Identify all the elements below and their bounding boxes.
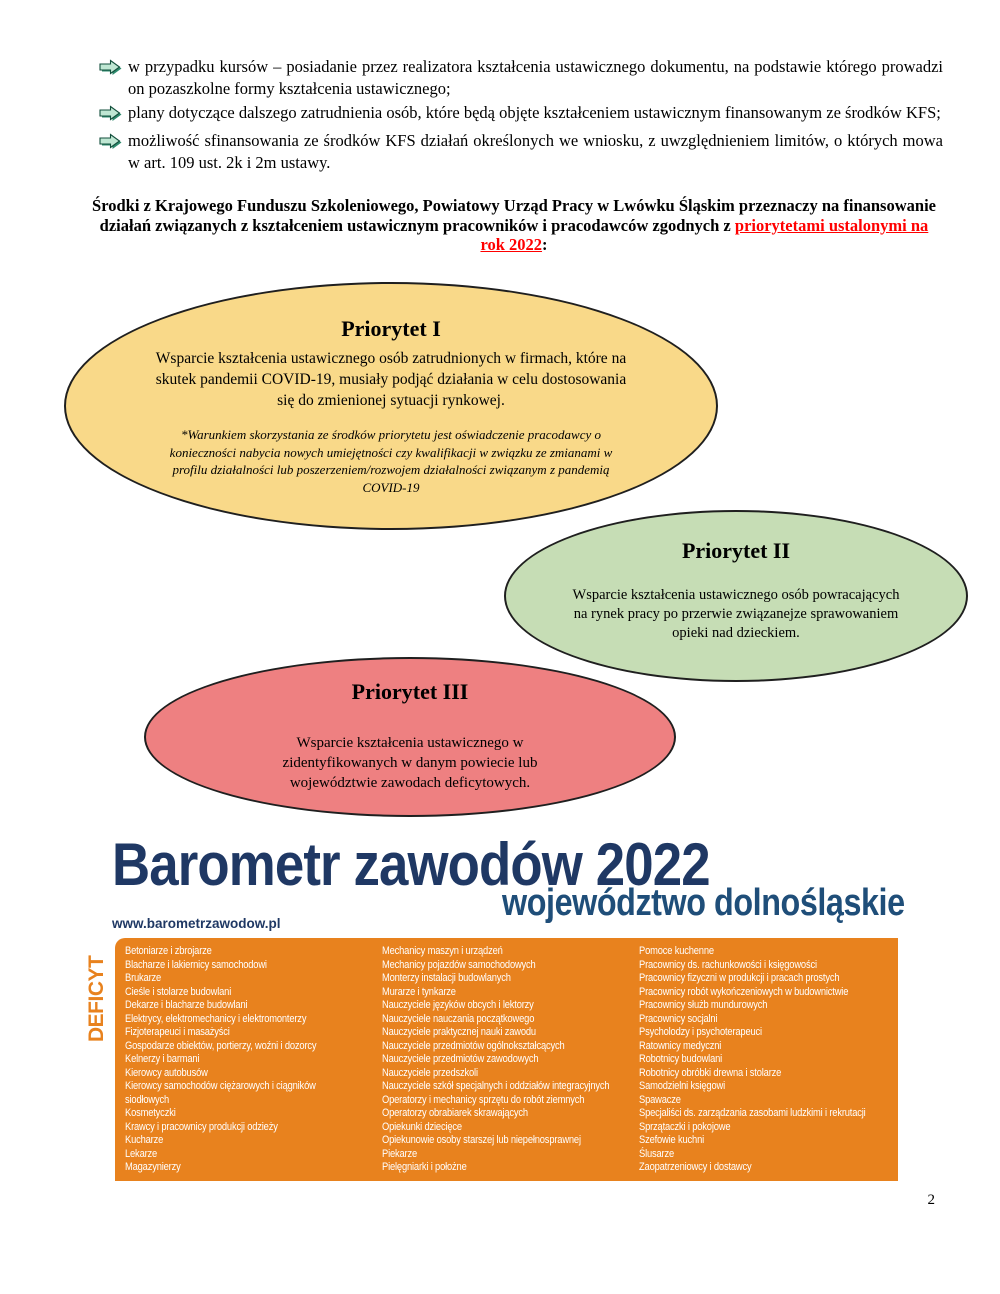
- job-item: Robotnicy budowlani: [639, 1053, 723, 1065]
- job-item: Kucharze: [125, 1134, 164, 1146]
- job-item: Betoniarze i zbrojarze: [125, 945, 212, 957]
- job-item: Opiekunowie osoby starszej lub niepełnosprawnej: [382, 1134, 581, 1146]
- job-item: Mechanicy maszyn i urządzeń: [382, 945, 503, 957]
- arrow-right-icon: [98, 133, 122, 155]
- job-item: Zaopatrzeniowcy i dostawcy: [639, 1161, 752, 1173]
- job-item: Operatorzy obrabiarek skrawających: [382, 1107, 528, 1119]
- bullet-text: w przypadku kursów – posiadanie przez realizatora kształcenia ustawicznego dokumentu, na podstawie którego prowadzi on pozaszkolne formy kształcenia ustawicznego;: [128, 57, 943, 98]
- job-item: Dekarze i blacharze budowlani: [125, 999, 248, 1011]
- job-item: Pracownicy robót wykończeniowych w budownictwie: [639, 985, 849, 998]
- job-item: Kierowcy autobusów: [125, 1066, 208, 1079]
- bullet-list: [98, 56, 943, 176]
- bullet-item: [98, 102, 943, 127]
- job-item: Pracownicy socjalni: [639, 1012, 718, 1025]
- job-item: Ratownicy medyczni: [639, 1039, 722, 1052]
- job-item: Nauczyciele języków obcych i lektorzy: [382, 999, 534, 1011]
- job-item: Magazynierzy: [125, 1161, 181, 1173]
- barometer-title: Barometr zawodów 2022: [112, 831, 710, 898]
- job-item: Specjaliści ds. zarządzania zasobami ludzkimi i rekrutacji: [639, 1107, 866, 1119]
- arrow-right-icon: [98, 59, 122, 81]
- priorities-link[interactable]: priorytetami ustalonymi na rok 2022: [480, 215, 929, 254]
- job-item: Murarze i tynkarze: [382, 985, 456, 998]
- job-item: Monterzy instalacji budowlanych: [382, 972, 511, 984]
- priority-ellipse-1: [64, 282, 718, 530]
- job-item: Kierowcy samochodów ciężarowych i ciągników siodłowych: [125, 1080, 316, 1106]
- deficit-jobs-table: [85, 938, 898, 1181]
- job-item: Kosmetyczki: [125, 1107, 176, 1119]
- job-item: Gospodarze obiektów, portierzy, woźni i dozorcy: [125, 1039, 317, 1052]
- job-item: Nauczyciele praktycznej nauki zawodu: [382, 1026, 536, 1038]
- job-item: Nauczyciele nauczania początkowego: [382, 1012, 535, 1025]
- job-column-3: [639, 945, 888, 1174]
- job-item: Fizjoterapeuci i masażyści: [125, 1026, 230, 1038]
- priority-3-title: Priorytet III: [351, 679, 469, 704]
- job-item: Psycholodzy i psychoterapeuci: [639, 1026, 762, 1038]
- job-item: Lekarze: [125, 1147, 158, 1160]
- job-item: Samodzielni księgowi: [639, 1080, 725, 1092]
- priority-2-title: Priorytet II: [681, 538, 791, 563]
- priority-1-note: *Warunkiem skorzystania ze środków priorytetu jest oświadczenie pracodawcy o konieczności nabycia nowych umiejętności czy kwalifikacji w związku ze zmianami w profilu działalności lub poszerzeniem/rozwojem działalności związanym z pandemią COVID-19: [169, 427, 613, 495]
- job-column-2: [382, 945, 631, 1174]
- priority-ellipse-2: [504, 510, 968, 682]
- job-item: Nauczyciele szkół specjalnych i oddziałów integracyjnych: [382, 1080, 610, 1092]
- priority-1-title: Priorytet I: [341, 316, 441, 341]
- intro-suffix: :: [542, 235, 548, 254]
- job-item: Pracownicy służb mundurowych: [639, 999, 768, 1011]
- job-item: Pracownicy fizyczni w produkcji i pracach prostych: [639, 972, 840, 984]
- priority-2-body: Wsparcie kształcenia ustawicznego osób powracających na rynek pracy po przerwie związanejze sprawowaniem opieki nad dzieckiem.: [572, 587, 900, 641]
- job-item: Szefowie kuchni: [639, 1134, 705, 1146]
- jobs-table-body: [115, 938, 898, 1181]
- job-item: Cieśle i stolarze budowlani: [125, 985, 232, 998]
- page-number: 2: [927, 1192, 935, 1208]
- job-item: Blacharze i lakiernicy samochodowi: [125, 958, 267, 971]
- deficyt-label: DEFICYT: [85, 955, 108, 1042]
- job-item: Sprzątaczki i pokojowe: [639, 1120, 731, 1133]
- job-item: Pielęgniarki i położne: [382, 1161, 467, 1173]
- barometer-url-link[interactable]: www.barometrzawodow.pl: [112, 916, 281, 931]
- job-item: Mechanicy pojazdów samochodowych: [382, 958, 536, 971]
- job-column-1: [125, 945, 374, 1174]
- bullet-item: [98, 130, 943, 173]
- intro-paragraph: [90, 196, 938, 255]
- job-item: Brukarze: [125, 972, 162, 984]
- bullet-text: możliwość sfinansowania ze środków KFS działań określonych we wniosku, z uwzględnieniem limitów, o których mowa w art. 109 ust. 2k i 2m ustawy.: [128, 131, 943, 172]
- job-item: Operatorzy i mechanicy sprzętu do robót ziemnych: [382, 1093, 585, 1106]
- bullet-item: [98, 56, 943, 99]
- arrow-right-icon: [98, 105, 122, 127]
- job-item: Elektrycy, elektromechanicy i elektromonterzy: [125, 1012, 307, 1025]
- barometer-subtitle: województwo dolnośląskie: [502, 882, 905, 924]
- job-item: Pomoce kuchenne: [639, 945, 714, 957]
- priority-3-body: Wsparcie kształcenia ustawicznego w zidentyfikowanych w danym powiecie lub województwie zawodach deficytowych.: [282, 735, 538, 791]
- job-item: Nauczyciele przedmiotów zawodowych: [382, 1053, 539, 1065]
- job-item: Kelnerzy i barmani: [125, 1053, 200, 1065]
- job-item: Nauczyciele przedszkoli: [382, 1066, 478, 1079]
- job-item: Opiekunki dziecięce: [382, 1120, 462, 1133]
- job-item: Ślusarze: [639, 1147, 675, 1160]
- job-item: Piekarze: [382, 1147, 418, 1160]
- bullet-text: plany dotyczące dalszego zatrudnienia osób, które będą objęte kształceniem ustawicznym finansowanym ze środków KFS;: [128, 103, 941, 122]
- priority-1-body: Wsparcie kształcenia ustawicznego osób zatrudnionych w firmach, które na skutek pandemii COVID-19, musiały podjąć działania w celu dostosowania się do zmienionej sytuacji rynkowej.: [155, 350, 627, 409]
- intro-lead: Środki z Krajowego Funduszu Szkoleniowego, Powiatowy Urząd Pracy w Lwówku Śląskim przeznaczy na finansowanie działań związanych z kształceniem ustawicznym pracowników i pracodawców zgodnych z: [92, 196, 936, 235]
- priority-ellipse-3: [144, 657, 676, 817]
- job-item: Krawcy i pracownicy produkcji odzieży: [125, 1120, 278, 1133]
- job-item: Pracownicy ds. rachunkowości i księgowości: [639, 958, 817, 971]
- job-item: Spawacze: [639, 1093, 681, 1106]
- job-item: Robotnicy obróbki drewna i stolarze: [639, 1066, 782, 1079]
- job-item: Nauczyciele przedmiotów ogólnokształcących: [382, 1039, 565, 1052]
